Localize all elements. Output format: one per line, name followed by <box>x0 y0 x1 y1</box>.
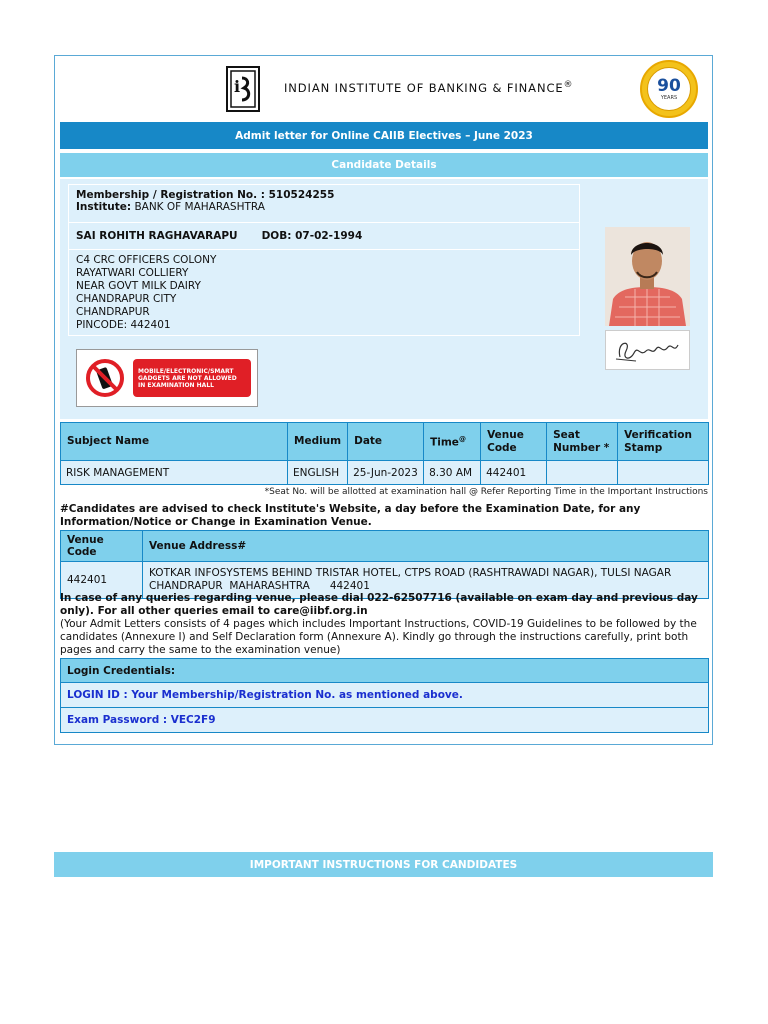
queries-section <box>60 592 710 657</box>
no-phone-icon <box>85 358 125 398</box>
col-seat-number: Seat Number * <box>547 423 618 461</box>
candidate-photo <box>605 227 690 326</box>
cell-venue-address: KOTKAR INFOSYSTEMS BEHIND TRISTAR HOTEL, CTPS ROAD (RASHTRAWADI NAGAR), TULSI NAGAR CHANDRAPUR MAHARASHTRA 442401 <box>143 562 709 599</box>
venue-table <box>60 530 709 599</box>
venue-advisory: #Candidates are advised to check Institute's Website, a day before the Examination Date, for any Information/Notice or Change in Examination Venue. <box>60 503 641 528</box>
cell-venue-code: 442401 <box>61 562 143 599</box>
membership-row <box>69 185 579 223</box>
cell-medium: ENGLISH <box>288 461 348 485</box>
queries-contact: In case of any queries regarding venue, please dial 022-62507716 (available on exam day and previous day only). For all other queries email to care@iibf.org.in <box>60 592 698 617</box>
col-time: Time@ <box>424 423 481 461</box>
candidate-name: SAI ROHITH RAGHAVARAPU <box>76 230 238 242</box>
col-venue-address: Venue Address# <box>143 531 709 562</box>
90-years-badge <box>640 60 698 118</box>
login-id: LOGIN ID : Your Membership/Registration No. as mentioned above. <box>60 683 709 708</box>
cell-verification-stamp <box>618 461 709 485</box>
candidate-info-box <box>68 184 580 336</box>
cell-time: 8.30 AM <box>424 461 481 485</box>
no-mobile-notice <box>76 349 258 407</box>
col-verification-stamp: Verification Stamp <box>618 423 709 461</box>
cell-date: 25-Jun-2023 <box>348 461 424 485</box>
membership-number: Membership / Registration No. : 510524255 <box>76 189 335 201</box>
name-dob-row <box>69 223 579 250</box>
col-venue-code: Venue Code <box>481 423 547 461</box>
queries-note: (Your Admit Letters consists of 4 pages which includes Important Instructions, COVID-19 Guidelines to be followed by the candidates (Annexure I) and Self Declaration form (Annexure A). Kindly go through the instructions carefully, print both pages and carry the same to the examination venue) <box>60 618 697 656</box>
institute-value: BANK OF MAHARASHTRA <box>134 201 265 213</box>
login-credentials <box>60 658 709 733</box>
iibf-logo-icon <box>230 70 256 108</box>
badge-text: YEARS <box>660 94 678 101</box>
address-line: RAYATWARI COLLIERY <box>76 267 189 279</box>
candidate-details-panel <box>60 179 708 419</box>
dob-label: DOB: <box>261 230 292 242</box>
org-name: INDIAN INSTITUTE OF BANKING & FINANCE® <box>284 80 574 95</box>
col-medium: Medium <box>288 423 348 461</box>
notice-text: MOBILE/ELECTRONIC/SMART GADGETS ARE NOT ALLOWED IN EXAMINATION HALL <box>133 359 251 397</box>
institute-label: Institute: <box>76 201 132 213</box>
dob-value: 07-02-1994 <box>295 230 363 242</box>
cell-seat-number <box>547 461 618 485</box>
exam-password: Exam Password : VEC2F9 <box>60 708 709 733</box>
cell-venue-code: 442401 <box>481 461 547 485</box>
header <box>55 56 712 120</box>
address-line: C4 CRC OFFICERS COLONY <box>76 254 217 266</box>
admit-letter-frame <box>54 55 713 745</box>
candidate-signature <box>605 330 690 370</box>
col-venue-code: Venue Code <box>61 531 143 562</box>
col-date: Date <box>348 423 424 461</box>
col-subject-name: Subject Name <box>61 423 288 461</box>
page-title: Admit letter for Online CAIIB Electives – June 2023 <box>60 122 708 149</box>
important-instructions-title: IMPORTANT INSTRUCTIONS FOR CANDIDATES <box>54 852 713 877</box>
address-line: PINCODE: 442401 <box>76 319 171 331</box>
login-header: Login Credentials: <box>60 658 709 683</box>
badge-number: 90 <box>657 75 681 96</box>
candidate-details-title: Candidate Details <box>60 153 708 177</box>
address-line: CHANDRAPUR CITY <box>76 293 177 305</box>
table-row <box>61 461 709 485</box>
seat-note: *Seat No. will be allotted at examination hall @ Refer Reporting Time in the Important Instructions <box>264 487 708 497</box>
address-line: NEAR GOVT MILK DAIRY <box>76 280 201 292</box>
subject-table <box>60 422 709 485</box>
svg-text:i: i <box>234 77 241 96</box>
candidate-address <box>69 250 579 335</box>
address-line: CHANDRAPUR <box>76 306 150 318</box>
cell-subject-name: RISK MANAGEMENT <box>61 461 288 485</box>
iibf-logo <box>226 66 260 112</box>
